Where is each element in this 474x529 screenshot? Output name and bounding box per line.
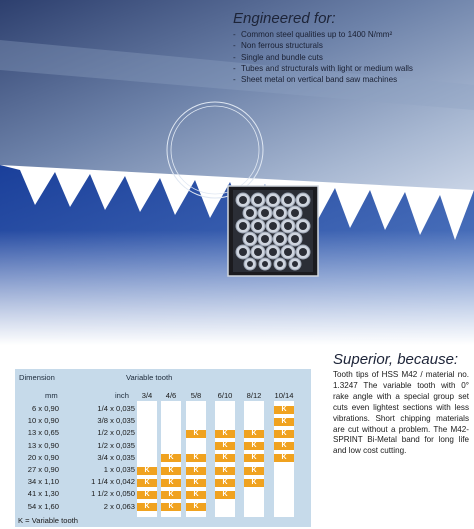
k-cell: K [244,430,264,438]
k-cell: K [161,479,181,487]
list-item: - Tubes and structurals with light or medium walls [233,63,471,74]
k-cell: K [244,479,264,487]
list-item: - Single and bundle cuts [233,52,471,63]
superior-title: Superior, because: [333,351,459,368]
k-cell: K [215,454,235,462]
row-mm: 41 x 1,30 [27,489,59,499]
k-cell: K [161,503,181,511]
k-cell: K [274,454,294,462]
list-item: - Sheet metal on vertical band saw machines [233,74,471,85]
k-cell: K [137,491,157,499]
k-cell: K [274,442,294,450]
row-inch: 1 1/2 x 0,050 [91,489,135,499]
k-cell: K [161,467,181,475]
header-mm: mm [45,391,58,400]
k-cell: K [215,467,235,475]
row-inch: 3/4 x 0,035 [97,452,135,462]
table-header-row [15,373,311,385]
k-cell: K [215,442,235,450]
superior-block [333,351,469,457]
k-cell: K [274,406,294,414]
row-mm: 10 x 0,90 [27,416,59,426]
row-mm: 20 x 0,90 [27,452,59,462]
k-cell: K [137,467,157,475]
row-mm: 6 x 0,90 [31,404,59,413]
tooth-column-bg [137,401,157,517]
k-cell: K [186,430,206,438]
table-legend: K = Variable tooth [18,516,79,525]
row-mm: 13 x 0,90 [27,440,59,450]
k-cell: K [186,503,206,511]
tooth-column-header: 5/8 [190,391,202,400]
k-cell: K [186,454,206,462]
k-cell: K [244,467,264,475]
engineered-for-title: Engineered for: [233,10,336,27]
row-inch: 1 x 0,035 [103,465,135,474]
k-cell: K [274,418,294,426]
tooth-column-header: 8/12 [246,391,262,400]
header-inch: inch [115,391,129,400]
row-inch: 1/2 x 0,025 [97,428,135,438]
header-dimension: Dimension [19,373,55,382]
k-cell: K [161,491,181,499]
engineered-for-list [233,29,471,85]
engineered-for-block [233,10,471,85]
k-cell: K [215,491,235,499]
k-cell: K [274,430,294,438]
row-mm: 13 x 0,65 [27,428,59,438]
list-item: - Common steel qualities up to 1400 N/mm² [233,29,471,40]
superior-text: Tooth tips of HSS M42 / material no. 1.3247 The variable tooth with 0° rake angle with a special group set cuts even lightest sections with less vibrations. Short chipping materials are cut without a problem. The M42-SPRINT Bi-Metal band for long life and low cost cutting. [333,370,469,456]
row-inch: 3/8 x 0,035 [97,416,135,426]
k-cell: K [215,479,235,487]
header-variable-tooth: Variable tooth [126,373,173,382]
k-cell: K [137,479,157,487]
row-inch: 1 1/4 x 0,042 [91,477,135,487]
k-cell: K [137,503,157,511]
tube-bundle-image [228,186,318,276]
list-item: - Non ferrous structurals [233,40,471,51]
row-inch: 1/4 x 0,035 [97,404,135,413]
k-cell: K [244,454,264,462]
k-cell: K [186,467,206,475]
k-cell: K [161,454,181,462]
k-cell: K [186,479,206,487]
k-cell: K [186,491,206,499]
row-mm: 54 x 1,60 [27,501,59,511]
k-cell: K [215,430,235,438]
tooth-column-header: 4/6 [165,391,177,400]
tooth-column-header: 6/10 [217,391,233,400]
row-inch: 2 x 0,063 [103,501,135,511]
row-mm: 27 x 0,90 [27,465,59,474]
tooth-column-header: 10/14 [274,391,294,400]
row-inch: 1/2 x 0,035 [97,440,135,450]
k-cell: K [244,442,264,450]
row-mm: 34 x 1,10 [27,477,59,487]
tooth-column-header: 3/4 [141,391,153,400]
dimension-table [15,369,311,527]
